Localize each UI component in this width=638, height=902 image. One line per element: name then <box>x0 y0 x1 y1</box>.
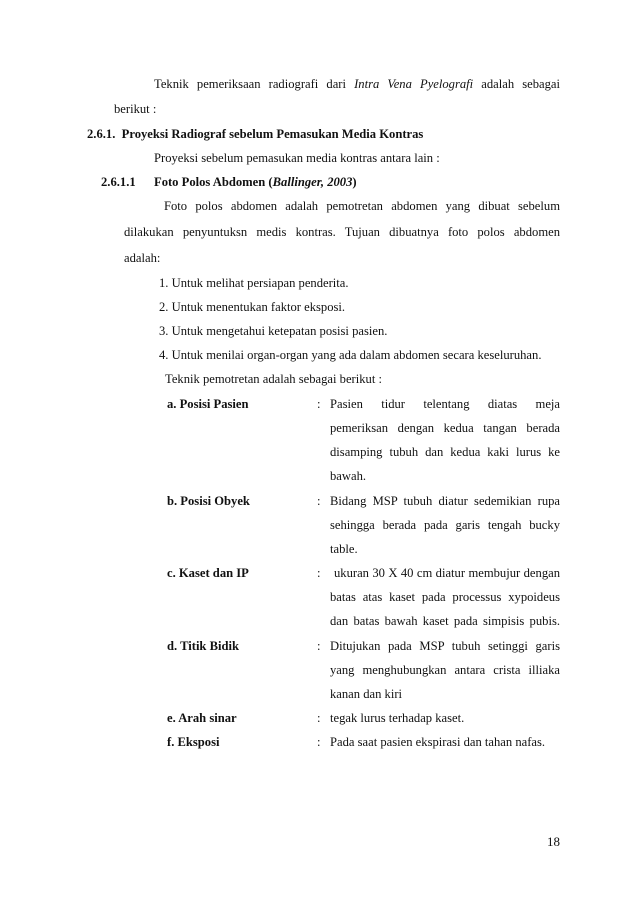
paragraph-line-1: Foto polos abdomen adalah pemotretan abdomen yang dibuat sebelum <box>164 199 560 213</box>
intro-text-a: Teknik pemeriksaan radiografi dari <box>154 77 355 91</box>
intro-italic-term: Intra Vena Pyelografi <box>354 77 474 91</box>
section-number: 2.6.1. <box>87 127 116 141</box>
technique-desc-line: disamping tubuh dan kedua kaki lurus ke <box>330 445 560 459</box>
intro-text-b: adalah sebagai <box>473 77 560 91</box>
technique-desc-line: yang menghubungkan antara crista illiaka <box>330 663 560 677</box>
technique-label-cassette: c. Kaset dan IP <box>167 566 249 580</box>
paragraph-line-3: adalah: <box>124 251 161 265</box>
technique-label-exposure: f. Eksposi <box>167 735 220 749</box>
technique-desc-line: pemeriksan dengan kedua tangan berada <box>330 421 560 435</box>
intro-line-2: berikut : <box>114 102 157 116</box>
subsection-heading <box>154 174 357 190</box>
colon: : <box>317 494 321 508</box>
technique-label-object-position: b. Posisi Obyek <box>167 494 250 508</box>
technique-label-central-point: d. Titik Bidik <box>167 639 239 653</box>
technique-desc-line: Pada saat pasien ekspirasi dan tahan nafas. <box>330 735 546 749</box>
subsection-number: 2.6.1.1 <box>101 175 136 189</box>
citation: Ballinger, 2003 <box>272 175 353 189</box>
list-item: 2. Untuk menentukan faktor eksposi. <box>159 300 346 314</box>
technique-label-ray-direction: e. Arah sinar <box>167 711 237 725</box>
technique-desc-line: dan batas bawah kaset pada simpisis pubis. <box>330 614 560 628</box>
list-item: 4. Untuk menilai organ-organ yang ada dalam abdomen secara keseluruhan. <box>159 348 542 362</box>
section-intro: Proyeksi sebelum pemasukan media kontras antara lain : <box>154 151 440 165</box>
section-title: Proyeksi Radiograf sebelum Pemasukan Media Kontras <box>121 127 424 141</box>
colon: : <box>317 397 321 411</box>
subsection-title: Foto Polos Abdomen <box>154 175 266 189</box>
technique-desc-line: sehingga berada pada garis tengah bucky <box>330 518 560 532</box>
colon: : <box>317 735 321 749</box>
cite-open: ( <box>268 175 273 189</box>
technique-intro: Teknik pemotretan adalah sebagai berikut : <box>165 372 382 386</box>
list-item: 1. Untuk melihat persiapan penderita. <box>159 276 349 290</box>
list-item: 3. Untuk mengetahui ketepatan posisi pasien. <box>159 324 388 338</box>
colon: : <box>317 639 321 653</box>
colon: : <box>317 566 321 580</box>
intro-line <box>154 76 560 92</box>
section-heading <box>87 126 423 142</box>
technique-desc-line: batas atas kaset pada processus xypoideus <box>330 590 560 604</box>
technique-label-patient-position: a. Posisi Pasien <box>167 397 249 411</box>
technique-desc-line: Bidang MSP tubuh diatur sedemikian rupa <box>330 494 560 508</box>
technique-desc-line: bawah. <box>330 469 367 483</box>
page-number: 18 <box>547 834 560 849</box>
colon: : <box>317 711 321 725</box>
technique-desc-line: table. <box>330 542 358 556</box>
technique-desc-line: kanan dan kiri <box>330 687 403 701</box>
paragraph-line-2: dilakukan penyuntuksn medis kontras. Tujuan dibuatnya foto polos abdomen <box>124 225 560 239</box>
technique-desc-line: Ditujukan pada MSP tubuh setinggi garis <box>330 639 560 653</box>
cite-close: ) <box>352 175 357 189</box>
technique-desc-line: ukuran 30 X 40 cm diatur membujur dengan <box>334 566 560 580</box>
technique-desc-line: Pasien tidur telentang diatas meja <box>330 397 560 411</box>
technique-desc-line: tegak lurus terhadap kaset. <box>330 711 465 725</box>
